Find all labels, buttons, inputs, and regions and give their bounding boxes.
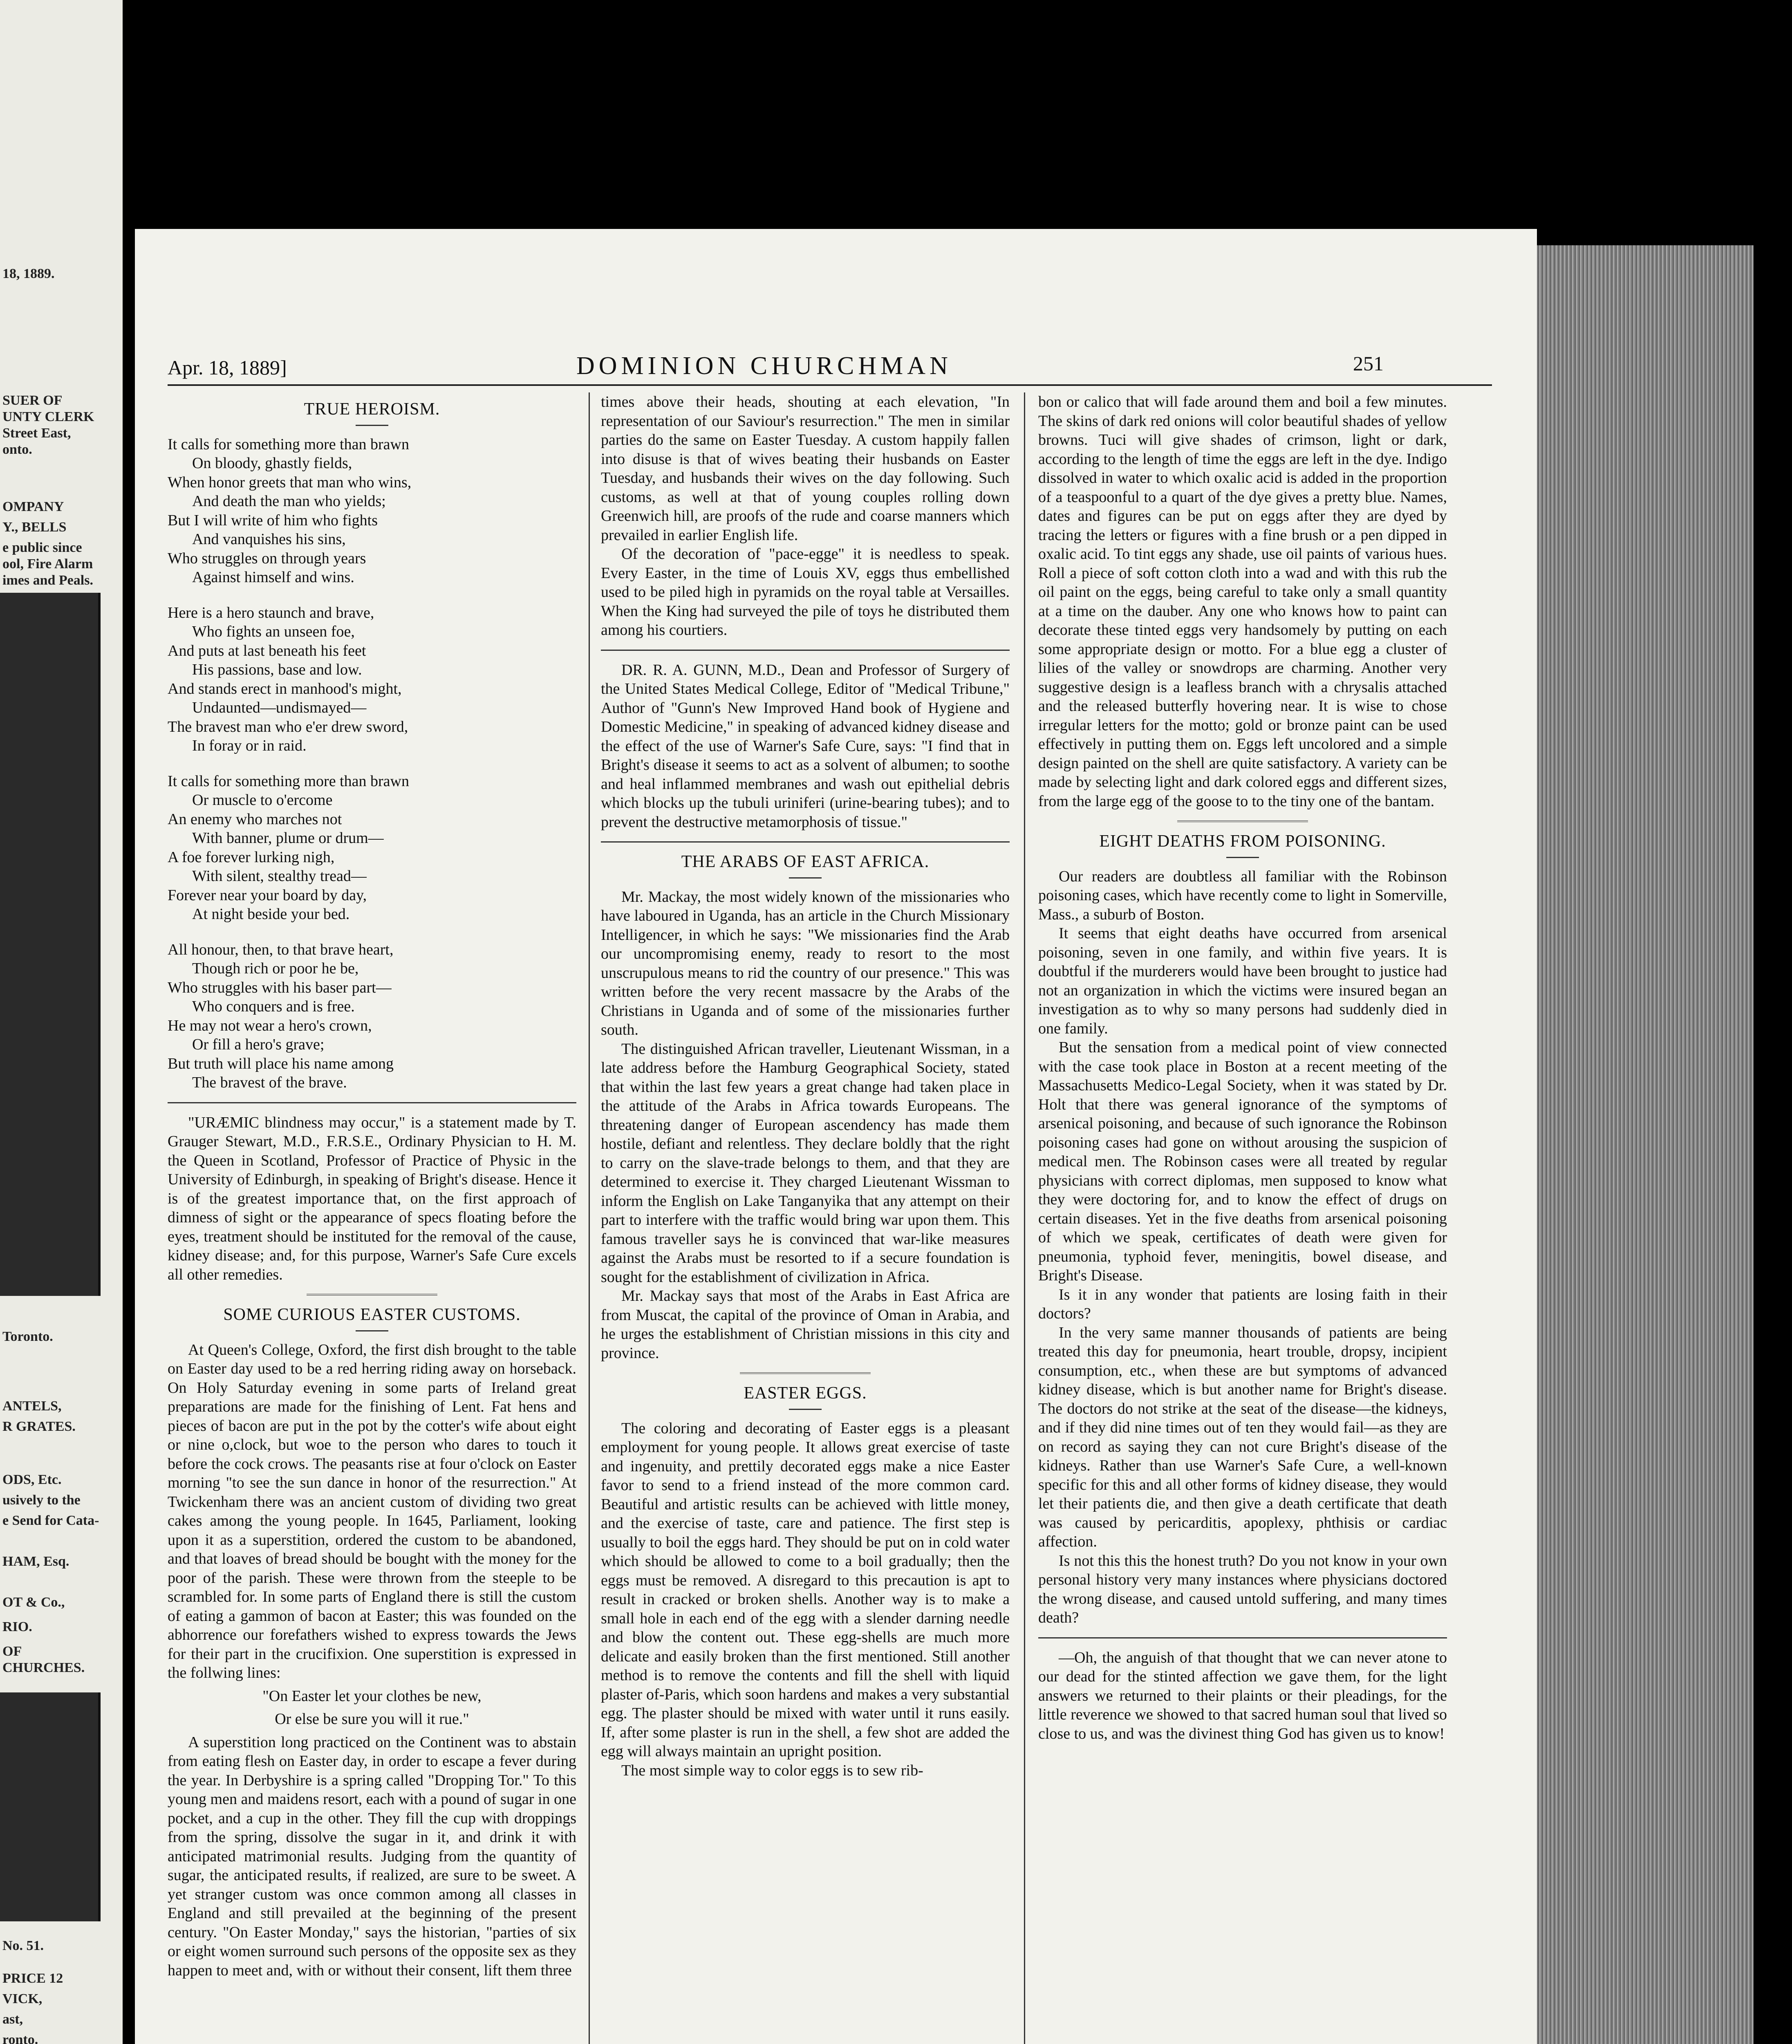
poem-line: And death the man who yields;	[192, 493, 386, 510]
poem-line: At night beside your bed.	[192, 905, 350, 923]
paragraph: But the sensation from a medical point of view connected with the case took place in Boston at a recent meeting of the Massachusetts Medico-Legal Society, when it was stated by Dr. Holt that there was general ignorance of the symptoms of arsenical poisoning, and because of such ignorance the Robinson poisoning cases had gone on without arousing the suspicion of medical men. The Robinson cases were all treated by regular physicians with correct diplomas, men supposed to know what they were doctoring for, and to know the effect of drugs on certain diseases. Yet in the five deaths from arsenical poisoning of which we speak, certificates of death were given for pneumonia, typhoid fever, meningitis, bowel disease, and Bright's Disease.	[1038, 1039, 1447, 1284]
divider	[307, 1294, 437, 1295]
prev-page-text: ronto.	[2, 2032, 38, 2044]
paragraph: At Queen's College, Oxford, the first dish brought to the table on Easter day used to be a red herring riding away on horseback. On Holy Saturday evening in some parts of Ireland great preparations are made for the finishing of Lent. Fat hens and pieces of bacon are put in the pot by the cotter's wife about eight or nine o,clock, but woe to the person who dares to touch it before the cock crows. The peasants rise at four o'clock on Easter morning "to see the sun dance in honor of the resurrection." At Twickenham there was an ancient custom of dividing two great cakes among the young people. In 1645, Parliament, looking upon it as a superstition, ordered the custom to be abandoned, and that loaves of bread should be bought with the money for the poor of the parish. These were thrown from the steeple to be scrambled for. In some parts of England there is still the custom of eating a gammon of bacon at Easter; this was founded on the abhorrence our forefathers wished to express towards the Jews for their part in the crucifixion. One superstition is expressed in the follwing lines:	[168, 1341, 576, 1681]
prev-page-text: onto.	[2, 442, 32, 457]
column-rule	[589, 392, 590, 2044]
paragraph: In the very same manner thousands of patients are being treated this day for pneumonia, heart trouble, dropsy, incipient consumption, etc., when these are but symptoms of advanced kidney disease, which is but another name for Bright's disease. The doctors do not strike at the seat of the disease—the kidneys, and if they did nine times out of ten they would fail—as they are on record as saying they can not cure Bright's disease of the kidneys. Rather than use Warner's Safe Cure, a well-known specific for this and all other forms of kidney disease, they would let their patients die, and then give a death certificate that death was caused by pericarditis, apoplexy, phthisis or cardiac affection.	[1038, 1324, 1447, 1550]
paragraph: It seems that eight deaths have occurred from arsenical poisoning, seven in one family, and within five years. It is doubtful if the murderers would have been brought to justice had not an organization in which the victims were insured began an investigation as to why so many persons had suddenly died in one family.	[1038, 925, 1447, 1037]
poem-line: Who conquers and is free.	[192, 998, 355, 1015]
prev-page-text: Toronto.	[2, 1329, 53, 1344]
stanza-gap	[168, 755, 576, 772]
article-heading: EIGHT DEATHS FROM POISONING.	[1099, 832, 1386, 851]
paragraph: Our readers are doubtless all familiar with the Robinson poisoning cases, which have recently come to light in Somerville, Mass., a suburb of Boston.	[1038, 867, 1447, 923]
poem-line: With banner, plume or drum—	[192, 829, 384, 847]
paragraph: Is it in any wonder that patients are losing faith in their doctors?	[1038, 1286, 1447, 1322]
header-date: Apr. 18, 1889]	[168, 356, 287, 379]
paragraph: Is not this this the honest truth? Do you not know in your own personal history very many instances where physicians doctored the wrong disease, and caused untold suffering, and many times death?	[1038, 1552, 1447, 1626]
poem-line: With silent, stealthy tread—	[192, 867, 367, 885]
divider	[1038, 1637, 1447, 1638]
prev-page-text: UNTY CLERK	[2, 409, 94, 424]
prev-page-text: OT & Co.,	[2, 1595, 65, 1610]
previous-page-edge	[0, 0, 123, 2044]
divider	[601, 650, 1010, 651]
paragraph: Of the decoration of "pace-egge" it is needless to speak. Every Easter, in the time of Louis XV, eggs thus embellished used to be piled high in pyramids on the royal table at Versailles. When the King had surveyed the pile of toys he distributed them among his courtiers.	[601, 545, 1010, 639]
stanza-gap	[168, 924, 576, 940]
divider	[1177, 820, 1308, 822]
divider	[168, 1102, 576, 1103]
poem-line: Against himself and wins.	[192, 569, 354, 586]
poem-line: It calls for something more than brawn	[168, 772, 409, 790]
poem	[168, 435, 576, 1092]
poem-line: On bloody, ghastly fields,	[192, 455, 352, 472]
prev-page-text: usively to the	[2, 1493, 81, 1508]
book-fore-edge	[1537, 245, 1754, 2044]
poem-line: A foe forever lurking nigh,	[168, 848, 335, 866]
poem-line: His passions, base and low.	[192, 661, 362, 678]
paragraph: Mr. Mackay says that most of the Arabs in East Africa are from Muscat, the capital of the province of Oman in Arabia, and he urges the establishment of Christian missions in this city and province.	[601, 1287, 1010, 1362]
prev-page-text: e Send for Cata-	[2, 1513, 99, 1528]
divider	[356, 425, 388, 426]
column-2	[601, 392, 1010, 1780]
column-rule	[1024, 392, 1025, 2044]
poem-line: Forever near your board by day,	[168, 886, 367, 904]
poem-line: Who fights an unseen foe,	[192, 623, 355, 640]
poem-line: Who struggles with his baser part—	[168, 979, 392, 996]
prev-page-text: PRICE 12	[2, 1971, 63, 1986]
paragraph: Mr. Mackay, the most widely known of the missionaries who have laboured in Uganda, has an article in the Church Missionary Intelligencer, in which he says: "We missionaries find the Arab our uncompromising enemy, ready to resort to the most unscrupulous means to rid the country of our presence." This was written before the very recent massacre by the Arabs of the Christians in Uganda and of some of the missionaries further south.	[601, 888, 1010, 1038]
poem-line: And puts at last beneath his feet	[168, 642, 366, 659]
prev-page-text: HAM, Esq.	[2, 1554, 69, 1569]
page-number: 251	[1353, 352, 1384, 375]
poem-line: It calls for something more than brawn	[168, 435, 409, 453]
prev-page-text: Y., BELLS	[2, 520, 67, 535]
prev-page-text: OF	[2, 1644, 22, 1659]
poem-line: He may not wear a hero's crown,	[168, 1017, 372, 1034]
divider	[789, 1409, 822, 1410]
poem-line: But I will write of him who fights	[168, 511, 378, 529]
prev-page-text: ANTELS,	[2, 1399, 62, 1414]
poem-line: Here is a hero staunch and brave,	[168, 604, 374, 621]
prev-page-text: ODS, Etc.	[2, 1472, 62, 1487]
poem-line: And stands erect in manhood's might,	[168, 680, 402, 697]
poem-line: Undaunted—undismayed—	[192, 699, 367, 716]
header-rule	[168, 384, 1492, 386]
paragraph: "URÆMIC blindness may occur," is a statement made by T. Grauger Stewart, M.D., F.R.S.E., Ordinary Physician to H. M. the Queen in Scotland, Professor of Practice of Physic in the University of Edinburgh, in speaking of Bright's disease. Hence it is of the greatest importance that, on the first approach of dimness of sight or the appearance of specs floating before the eyes, treatment should be instituted for the removal of the cause, kidney disease; and, for this purpose, Warner's Safe Cure excels all other remedies.	[168, 1114, 576, 1283]
paragraph: A superstition long practiced on the Continent was to abstain from eating flesh on Easter day, in order to escape a fever during the year. In Derbyshire is a spring called "Dropping Tor." To this young men and maidens resort, each with a pound of sugar in one pocket, and a cup in the other. They fill the cup with droppings from the spring, dissolve the sugar in it, and drink it with anticipated matrimonial results. Judging from the quantity of sugar, the anticipated results, if realized, are sure to be sweet. A yet stranger custom was once common among all classes in England and still prevailed at the beginning of the present century. "On Easter Monday," says the historian, "parties of six or eight women surround such persons of the opposite sex as they happen to meet and, with or without their consent, lift them three	[168, 1733, 576, 1979]
poem-line: The bravest of the brave.	[192, 1074, 347, 1091]
poem-line: The bravest man who e'er drew sword,	[168, 718, 408, 735]
prev-page-text: OMPANY	[2, 499, 64, 514]
article-heading: THE ARABS OF EAST AFRICA.	[681, 852, 930, 871]
column-3	[1038, 392, 1447, 1743]
divider	[789, 877, 822, 879]
prev-page-text: VICK,	[2, 1991, 43, 2006]
divider	[601, 841, 1010, 843]
paragraph: times above their heads, shouting at each elevation, "In representation of our Saviour's resurrection." The men in similar parties do the same on Easter Tuesday. A custom happily fallen into disuse is that of wives beating their husbands on Easter Tuesday, and husbands their wives on the day following. Such customs, as well at that of young couples rolling down Greenwich hill, are proofs of the rude and coarse manners which prevailed in earlier English life.	[601, 393, 1010, 544]
divider	[740, 1372, 871, 1374]
poem-line: Though rich or poor he be,	[192, 960, 359, 977]
stanza-gap	[168, 587, 576, 603]
prev-page-text: RIO.	[2, 1619, 32, 1634]
prev-page-text: 18, 1889.	[2, 266, 55, 281]
prev-page-text: SUER OF	[2, 393, 63, 408]
paragraph: —Oh, the anguish of that thought that we can never atone to our dead for the stinted affection we gave them, for the light answers we returned to their plaints or their pleadings, for the little reverence we showed to that sacred human soul that lived so close to us, and was the divinest thing God has given us to know!	[1038, 1649, 1447, 1742]
verse-line: Or else be sure you will it rue."	[275, 1710, 469, 1728]
newspaper-page	[135, 229, 1537, 2044]
poem-line: And vanquishes his sins,	[192, 531, 346, 548]
prev-page-text: ast,	[2, 2012, 23, 2027]
poem-line: All honour, then, to that brave heart,	[168, 941, 394, 958]
poem-line: Or muscle to o'ercome	[192, 791, 333, 809]
prev-page-text: ool, Fire Alarm	[2, 556, 93, 572]
poem-line: But truth will place his name among	[168, 1055, 394, 1072]
prev-page-text: CHURCHES.	[2, 1660, 85, 1675]
column-1	[168, 392, 576, 1980]
paragraph: bon or calico that will fade around them and boil a few minutes. The skins of dark red onions will color beautiful shades of yellow browns. Tuci will give shades of crimson, light or dark, according to the length of time the eggs are left in the dye. Indigo dissolved in water to which oxalic acid is added in the proportion of a teaspoonful to a quart of the dye gives a pretty blue. Names, dates and figures can be put on eggs after they are dyed by tracing the letters or figures with a fine brush or a pen dipped in oxalic acid. To tint eggs any shade, use oil paints of various hues. Roll a piece of soft cotton cloth into a wad and with this rub the oil paint on the eggs, being careful to take only a small quantity at a time on the dauber. Any one who knows how to paint can decorate these tinted eggs very handsomely by putting on each some appropriate design or motto. For a blue egg a cluster of lilies of the valley or snowdrops are charming. Another very suggestive design is a leafless branch with a chrysalis attached and the released butterfly hovering near. It is wise to chose irregular letters for the motto; gold or bronze paint can be used effectively in putting them on. Eggs left uncolored and a simple design painted on the shell are quite satisfactory. A variety can be made by selecting light and dark colored eggs and different sizes, from the large egg of the goose to to the tiny one of the bantam.	[1038, 393, 1447, 810]
poem-line: In foray or in raid.	[192, 737, 307, 754]
paragraph: The coloring and decorating of Easter eggs is a pleasant employment for young people. It allows great exercise of taste and ingenuity, and prettily decorated eggs make a nice Easter favor to send to a friend instead of the more common card. Beautiful and artistic results can be achieved with little money, and the exercise of taste, care and patience. The first step is usually to boil the eggs hard. They should be put on in cold water which should be allowed to come to a boil gradually; then the eggs must be removed. A disregard to this precaution is apt to result in cracked or broken shells. Another way is to make a small hole in each end of the egg with a slender darning needle and blow the content out. These egg-shells are much more delicate and easily broken than the first mentioned. Still another method is to remove the contents and fill the shell with liquid plaster of-Paris, which soon hardens and makes a very substantial egg. The plaster should be mixed with water until it runs easily. If, after some plaster is run in the shell, a few shot are added the egg will always maintain an upright position.	[601, 1419, 1010, 1760]
prev-page-text: Street East,	[2, 426, 71, 441]
building-illustration	[0, 593, 101, 1296]
paragraph: The most simple way to color eggs is to sew rib-	[621, 1762, 923, 1779]
poem-line: An enemy who marches not	[168, 810, 342, 828]
paragraph: The distinguished African traveller, Lieutenant Wissman, in a late address before the Hamburg Geographical Society, stated that within the last few years a great change had taken place in the attitude of the Arabs in Africa towards Europeans. The threatening danger of European ascendency has made them hostile, defiant and relentless. They declare boldly that the right to carry on the slave-trade belongs to them, and that they are determined to exercise it. They charged Lieutenant Wissman to inform the English on Lake Tanganyika that any attempt on their part to interfere with the traffic would bring war upon them. This famous traveller says he is convinced that war-like measures against the Arabs must be resorted to if a secure foundation is sought for the establishment of civilization in Africa.	[601, 1040, 1010, 1286]
stove-illustration	[0, 1692, 101, 1921]
prev-page-text: e public since	[2, 540, 82, 555]
article-heading: EASTER EGGS.	[744, 1384, 867, 1403]
divider	[1226, 857, 1259, 858]
verse-line: "On Easter let your clothes be new,	[262, 1687, 482, 1705]
article-heading: TRUE HEROISM.	[304, 400, 440, 419]
prev-page-text: R GRATES.	[2, 1419, 76, 1434]
article-heading: SOME CURIOUS EASTER CUSTOMS.	[223, 1305, 521, 1324]
prev-page-text: imes and Peals.	[2, 573, 93, 588]
prev-page-text: No. 51.	[2, 1938, 44, 1953]
poem-line: Or fill a hero's grave;	[192, 1036, 325, 1053]
poem-line: When honor greets that man who wins,	[168, 473, 412, 491]
poem-line: Who struggles on through years	[168, 549, 366, 567]
divider	[356, 1330, 388, 1331]
masthead-title: DOMINION CHURCHMAN	[576, 352, 952, 380]
paragraph: DR. R. A. GUNN, M.D., Dean and Professor of Surgery of the United States Medical College, Editor of "Medical Tribune," Author of "Gunn's New Improved Hand book of Hygiene and Domestic Medicine," in speaking of advanced kidney disease and the effect of the use of Warner's Safe Cure, says: "I find that in Bright's disease it seems to act as a solvent of albumen; to soothe and heal inflammed membranes and wash out epithelial debris which blocks up the tubuli uriniferi (urine-bearing tubes); and to prevent the destructive metamorphosis of tissue."	[601, 661, 1010, 831]
